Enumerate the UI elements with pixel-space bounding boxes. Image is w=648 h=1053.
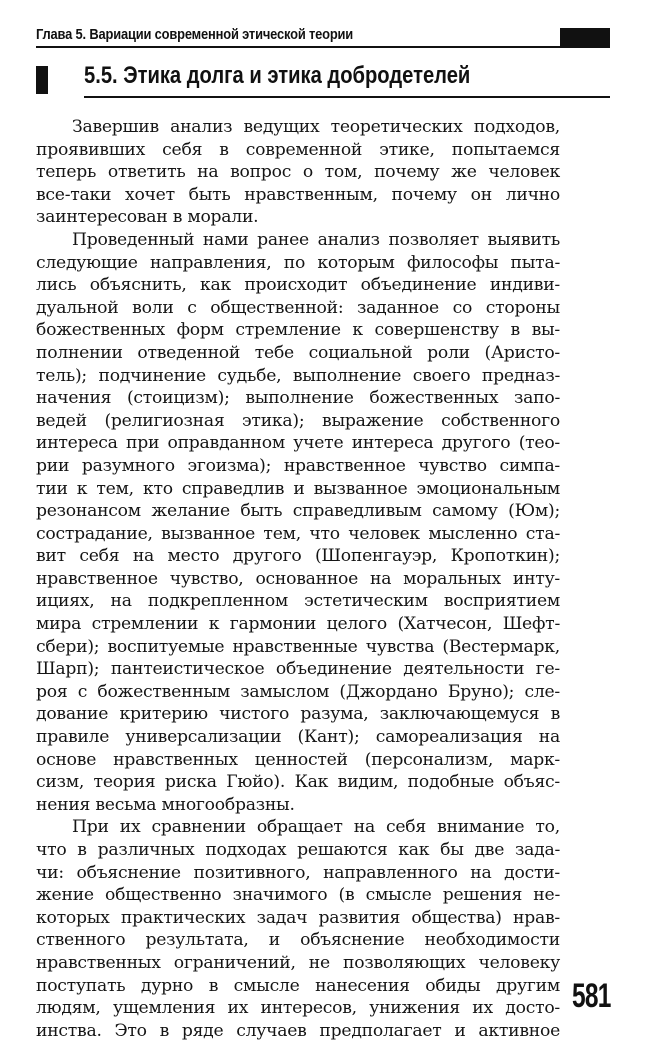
text-line: сострадание, вызванное тем, что человек мысленно ста- xyxy=(36,523,560,544)
text-line: ициях, на подкрепленном эстетическим восприятием xyxy=(36,591,560,612)
paragraph xyxy=(36,816,560,1042)
text-line: тель); подчинение судьбе, выполнение своего предназ- xyxy=(36,365,560,386)
body-text xyxy=(36,116,560,1042)
text-line: резонансом желание быть справедливым самому (Юм); xyxy=(36,501,560,522)
text-line: полнении отведенной тебе социальной роли (Аристо- xyxy=(36,342,560,363)
text-line: поступать дурно в смысле нанесения обиды другим xyxy=(36,975,560,996)
text-line: вит себя на место другого (Шопенгауэр, Кропоткин); xyxy=(36,546,560,567)
text-line: рии разумного эгоизма); нравственное чувство симпа- xyxy=(36,455,560,476)
text-line: нравственных ограничений, не позволяющих человеку xyxy=(36,952,560,973)
text-line: сбери); воспитуемые нравственные чувства (Вестермарк, xyxy=(36,636,560,657)
paragraph xyxy=(36,229,560,816)
section-marker xyxy=(36,66,48,94)
text-line: нения весьма многообразны. xyxy=(36,794,295,815)
text-line: сизм, теория риска Гюйо). Как видим, подобные объяс- xyxy=(36,772,560,793)
text-line: заинтересован в морали. xyxy=(36,207,259,228)
page-number: 581 xyxy=(572,977,611,1015)
text-line: интереса при оправданном учете интереса другого (тео- xyxy=(36,433,560,454)
text-line: ственного результата, и объяснение необходимости xyxy=(36,930,560,951)
text-line: Проведенный нами ранее анализ позволяет выявить xyxy=(72,229,560,250)
running-head: Глава 5. Вариации современной этической теории xyxy=(36,26,354,43)
text-line: следующие направления, по которым философы пыта- xyxy=(36,252,560,273)
section-title-rule xyxy=(84,96,610,98)
text-line: дуальной воли с общественной: заданное со стороны xyxy=(36,297,560,318)
section-title: 5.5. Этика долга и этика добродетелей xyxy=(84,62,471,89)
text-line: мира стремлении к гармонии целого (Хатчесон, Шефт- xyxy=(36,614,560,635)
text-line: основе нравственных ценностей (персонализм, марк- xyxy=(36,749,560,770)
running-head-rule xyxy=(36,46,610,48)
text-line: людям, ущемления их интересов, унижения их досто- xyxy=(36,998,560,1019)
text-line: божественных форм стремление к совершенству в вы- xyxy=(36,320,560,341)
text-line: дование критерию чистого разума, заключающемуся в xyxy=(36,704,560,725)
text-line: тии к тем, кто справедлив и вызванное эмоциональным xyxy=(36,478,560,499)
text-line: все-таки хочет быть нравственным, почему он лично xyxy=(36,184,560,205)
text-line: которых практических задач развития общества) нрав- xyxy=(36,907,560,928)
text-line: роя с божественным замыслом (Джордано Бруно); сле- xyxy=(36,681,560,702)
text-line: жение общественно значимого (в смысле решения не- xyxy=(36,885,560,906)
text-line: начения (стоицизм); выполнение божественных запо- xyxy=(36,388,560,409)
text-line: инства. Это в ряде случаев предполагает и активное xyxy=(36,1020,560,1041)
text-line: что в различных подходах решаются как бы две зада- xyxy=(36,840,560,860)
text-line: чи: объяснение позитивного, направленного на дости- xyxy=(36,862,560,883)
text-line: ведей (религиозная этика); выражение собственного xyxy=(36,410,560,431)
text-line: теперь ответить на вопрос о том, почему же человек xyxy=(36,162,560,183)
text-line: При их сравнении обращает на себя внимание то, xyxy=(72,817,560,838)
text-line: Завершив анализ ведущих теоретических подходов, xyxy=(72,117,560,137)
text-line: Шарп); пантеистическое объединение деятельности ге- xyxy=(36,659,560,680)
text-line: проявивших себя в современной этике, попытаемся xyxy=(36,139,560,160)
running-head-block xyxy=(560,28,610,48)
paragraph xyxy=(36,116,560,229)
text-line: нравственное чувство, основанное на моральных инту- xyxy=(36,568,560,589)
text-line: правиле универсализации (Кант); самореализация на xyxy=(36,727,560,748)
text-line: лись объяснить, как происходит объединение индиви- xyxy=(36,275,560,296)
